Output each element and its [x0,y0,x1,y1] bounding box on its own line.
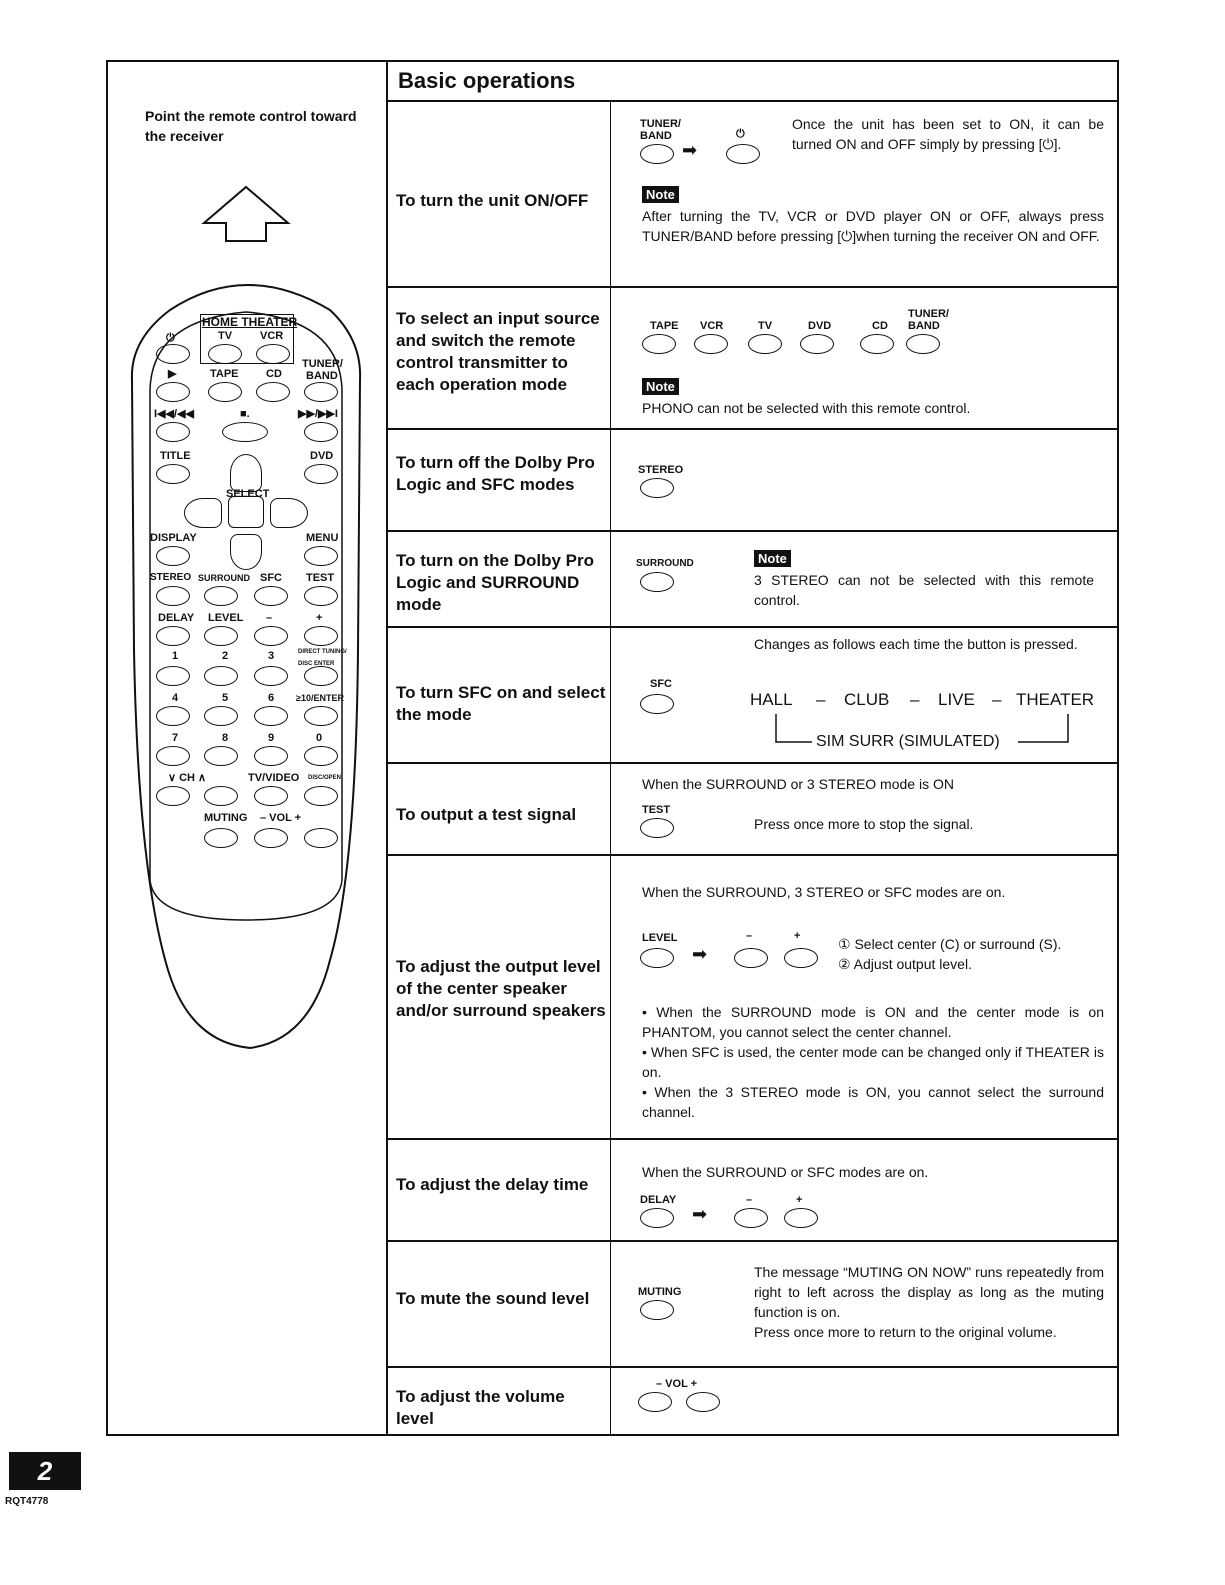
up-arrow-icon [200,185,292,245]
n2-button[interactable] [204,666,238,686]
n9-label: 9 [268,732,275,744]
sfc-label: SFC [260,572,282,584]
row-label: To select an input source and switch the remote control transmitter to each operation mode [396,309,600,394]
bullet: • When the 3 STEREO mode is ON, you cannot select the surround channel. [642,1084,1104,1120]
tvvideo-button[interactable] [254,786,288,806]
row-label: To adjust the delay time [396,1175,589,1194]
n3-label: 3 [268,650,275,662]
n2-label: 2 [222,650,229,662]
band-label: BAND [306,370,338,382]
select-button[interactable] [228,496,264,528]
n8-button[interactable] [204,746,238,766]
stop-label: ■. [240,408,250,420]
title-button[interactable] [156,464,190,484]
row-muting [388,1240,1117,1368]
power-label: ⏻ [166,332,175,344]
dvd-label: DVD [310,450,334,462]
step-1: ① Select center (C) or surround (S). [838,936,1062,952]
vcr-button[interactable] [256,344,290,364]
menu-label: MENU [306,532,339,544]
button-label: TAPE [650,320,679,332]
prev-label: I◀◀/◀◀ [154,408,194,420]
step-2: ② Adjust output level. [838,956,972,972]
bullet: • When the SURROUND mode is ON and the center mode is on PHANTOM, you cannot select the center channel. [642,1004,1104,1040]
vol-label: – VOL + [260,812,302,824]
delay-button[interactable] [640,1208,674,1228]
note-text: After turning the TV, VCR or DVD player ON or OFF, always press TUNER/BAND before pressing [⏻]when turning the receiver ON and OFF. [642,208,1104,244]
row-label: To turn the unit ON/OFF [396,191,589,210]
cd-button[interactable] [256,382,290,402]
disc-label: DISC/OPEN [308,775,342,781]
condition: When the SURROUND or SFC modes are on. [642,1164,929,1180]
row-label: To turn off the Dolby Pro Logic and SFC modes [396,453,595,494]
condition: When the SURROUND, 3 STEREO or SFC modes are on. [642,884,1006,900]
n1-button[interactable] [156,666,190,686]
description: The message “MUTING ON NOW” runs repeatedly from right to left across the display as long as the muting function is on. [754,1264,1104,1320]
level-minus-button[interactable] [734,948,768,968]
row-level [388,854,1117,1140]
button-label: MUTING [638,1286,682,1298]
n4-button[interactable] [156,706,190,726]
sfc-button[interactable] [254,586,288,606]
mode-live: LIVE [938,690,975,709]
button-label: SFC [650,678,672,690]
level-minus-button[interactable] [254,626,288,646]
section-title: Basic operations [388,62,1117,102]
description: Once the unit has been set to ON, it can be turned ON and OFF simply by pressing [⏻]. [792,116,1104,152]
tuner-label: TUNER/ [302,358,343,370]
level-button[interactable] [204,626,238,646]
test-label: TEST [306,572,335,584]
vol-minus-button[interactable] [638,1392,672,1412]
n9-button[interactable] [254,746,288,766]
n6-button[interactable] [254,706,288,726]
dvd-button[interactable] [304,464,338,484]
tv-button[interactable] [748,334,782,354]
vcr-button[interactable] [694,334,728,354]
arrow-icon: ➡ [682,140,698,160]
minus-label: – [266,612,273,624]
delay-minus-button[interactable] [734,1208,768,1228]
row-label: To adjust the output level of the center speaker and/or surround speakers [396,957,606,1020]
muting-button[interactable] [640,1300,674,1320]
test-button[interactable] [304,586,338,606]
mode-theater: THEATER [1016,690,1095,709]
play-button[interactable] [156,382,190,402]
tape-button[interactable] [208,382,242,402]
row-stereo [388,428,1117,532]
select-label: SELECT [226,488,270,500]
note-badge: Note [642,378,679,395]
display-button[interactable] [156,546,190,566]
dvd-button[interactable] [800,334,834,354]
left-button[interactable] [184,498,222,528]
stereo-label: STEREO [150,572,192,583]
note-badge: Note [754,550,791,567]
remote-hint: Point the remote control toward the receiver [145,108,357,144]
up-button[interactable] [230,454,262,492]
tuner-band-button[interactable] [906,334,940,354]
tuner-band-button[interactable] [304,382,338,402]
title-label: TITLE [160,450,191,462]
surround-button[interactable] [640,572,674,592]
direct-button[interactable] [304,666,338,686]
n0-button[interactable] [304,746,338,766]
row-label: To output a test signal [396,805,577,824]
mode-sim-surr: SIM SURR (SIMULATED) [816,733,1000,750]
button-label: – VOL + [656,1378,698,1390]
cd-button[interactable] [860,334,894,354]
arrow-icon: ➡ [692,1204,708,1224]
vol-plus-button[interactable] [304,828,338,848]
menu-button[interactable] [304,546,338,566]
disc-button[interactable] [304,786,338,806]
vcr-label: VCR [260,330,284,342]
n4-label: 4 [172,692,179,704]
stereo-button[interactable] [156,586,190,606]
row-label: To mute the sound level [396,1289,590,1308]
n8-label: 8 [222,732,229,744]
mode-club: CLUB [844,690,890,709]
power-button[interactable] [156,344,190,364]
arrow-icon: ➡ [692,944,708,964]
test-button[interactable] [640,818,674,838]
n7-button[interactable] [156,746,190,766]
plus-label: + [316,612,323,624]
button-label: VCR [700,320,724,332]
tape-button[interactable] [642,334,676,354]
condition: When the SURROUND or 3 STEREO mode is ON [642,776,954,792]
tv-button[interactable] [208,344,242,364]
tuner-band-button[interactable] [640,144,674,164]
next-button[interactable] [304,422,338,442]
power-button[interactable] [726,144,760,164]
n6-label: 6 [268,692,275,704]
document-code: RQT4778 [5,1496,49,1507]
direct-label: DIRECT TUNING/ DISC ENTER [298,649,347,667]
n7-label: 7 [172,732,179,744]
row-label: To turn SFC on and select the mode [396,683,606,724]
delay-button[interactable] [156,626,190,646]
bullet: • When SFC is used, the center mode can be changed only if THEATER is on. [642,1044,1104,1080]
button-label: ⏻ [736,128,745,140]
row-volume [388,1366,1117,1436]
button-label: TEST [642,804,671,816]
page-number: 2 [9,1452,81,1490]
next-label: ▶▶/▶▶I [298,408,338,420]
n5-label: 5 [222,692,229,704]
level-plus-button[interactable] [784,948,818,968]
minus-label: – [746,1194,753,1206]
muting-label: MUTING [204,812,248,824]
right-button[interactable] [270,498,308,528]
note-text: 3 STEREO can not be selected with this remote control. [754,572,1094,608]
vol-minus-button[interactable] [254,828,288,848]
delay-label: DELAY [158,612,195,624]
row-delay [388,1138,1117,1242]
ge10-button[interactable] [304,706,338,726]
plus-label: + [794,930,801,942]
vol-plus-button[interactable] [686,1392,720,1412]
n1-label: 1 [172,650,179,662]
plus-label: + [796,1194,803,1206]
button-label: LEVEL [642,932,678,944]
surround-label: SURROUND [198,573,251,583]
cd-label: CD [266,368,282,380]
ge10-label: ≥10/ENTER [296,693,344,703]
ch-up-button[interactable] [204,786,238,806]
note-text: PHONO can not be selected with this remote control. [642,400,971,416]
row-surround [388,530,1117,628]
row-test [388,762,1117,856]
remote-control [130,270,362,1050]
delay-plus-button[interactable] [784,1208,818,1228]
stop-button[interactable] [222,422,268,442]
display-label: DISPLAY [150,532,197,544]
mode-hall: HALL [750,690,793,709]
play-label: ▶ [168,368,177,380]
level-plus-button[interactable] [304,626,338,646]
down-button[interactable] [230,534,262,570]
row-label: To adjust the volume level [396,1387,565,1428]
button-label: STEREO [638,464,684,476]
level-label: LEVEL [208,612,244,624]
ch-label: ∨ CH ∧ [168,772,207,784]
row-label: To turn on the Dolby Pro Logic and SURROUND mode [396,551,594,614]
button-label: DELAY [640,1194,677,1206]
home-theater-label: HOME THEATER [202,315,298,329]
n5-button[interactable] [204,706,238,726]
tape-label: TAPE [210,368,239,380]
button-label: DVD [808,320,832,332]
level-button[interactable] [640,948,674,968]
stereo-button[interactable] [640,478,674,498]
prev-button[interactable] [156,422,190,442]
minus-label: – [746,930,753,942]
button-label: TUNER/ BAND [908,308,949,332]
muting-button[interactable] [204,828,238,848]
description: Changes as follows each time the button is pressed. [754,636,1078,652]
tv-label: TV [218,330,233,342]
description-2: Press once more to return to the original volume. [754,1324,1057,1340]
button-label: SURROUND [636,558,694,569]
row-input-select [388,286,1117,428]
sfc-button[interactable] [640,694,674,714]
button-label: TUNER/ BAND [640,118,681,142]
tvvideo-label: TV/VIDEO [248,772,300,784]
description: Press once more to stop the signal. [754,816,974,832]
surround-button[interactable] [204,586,238,606]
n3-button[interactable] [254,666,288,686]
note-badge: Note [642,186,679,203]
row-power [388,102,1117,288]
ch-down-button[interactable] [156,786,190,806]
row-sfc: To turn SFC on and select the mode SFC Changes as follows each time the button is pressed. HALL – CLUB – LIVE – THEATER SIM SURR (SIMULATED) [388,626,1117,764]
n0-label: 0 [316,732,323,744]
button-label: CD [872,320,888,332]
button-label: TV [758,320,773,332]
